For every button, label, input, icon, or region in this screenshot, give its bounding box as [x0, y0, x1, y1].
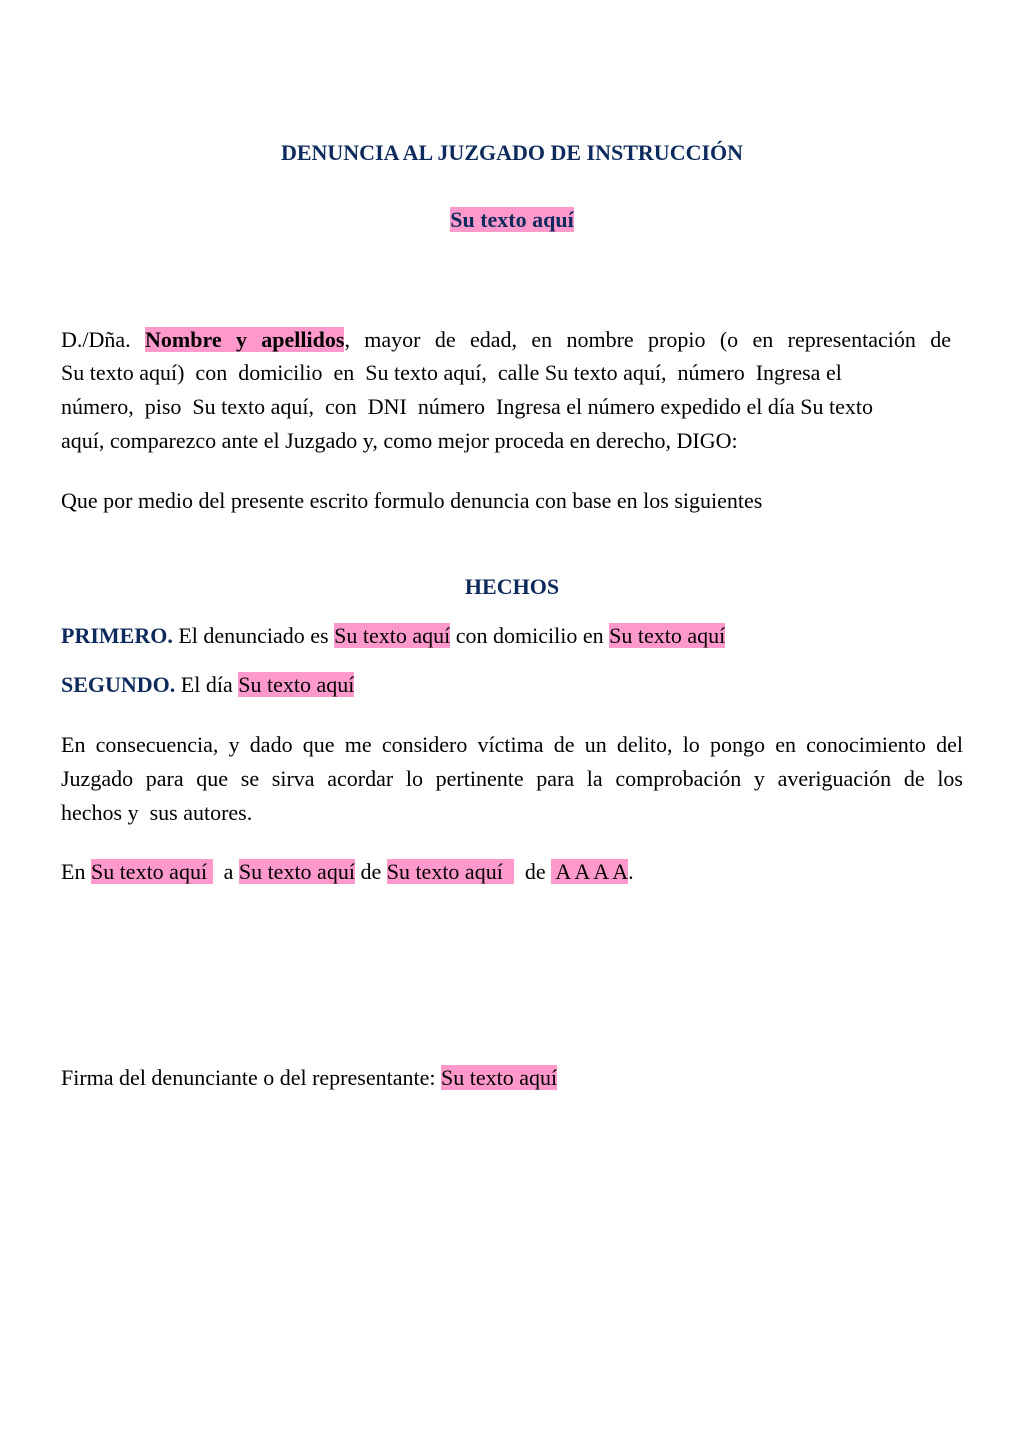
intro-prefix: D./Dña. — [61, 327, 146, 352]
intro-rest: , mayor de edad, en nombre propio (o en representación de — [344, 327, 951, 352]
day-field[interactable]: Su texto aquí — [238, 859, 355, 884]
conclusion-line-2: Juzgado para que se sirva acordar lo pertinente para la comprobación y averiguación de los — [61, 766, 963, 791]
statement: Que por medio del presente escrito formulo denuncia con base en los siguientes — [61, 488, 763, 513]
dia-field[interactable]: Su texto aquí — [238, 672, 355, 697]
primero-text: El denunciado es — [172, 623, 335, 648]
hecho-primero — [61, 623, 725, 649]
primero-text-2: con domicilio en — [450, 623, 610, 648]
intro-line-1 — [61, 327, 951, 353]
signature-line — [61, 1065, 557, 1091]
hecho-segundo — [61, 672, 354, 698]
hechos-heading: HECHOS — [464, 574, 560, 599]
signature-label: Firma del denunciante o del representante: — [61, 1065, 441, 1090]
period: . — [628, 859, 634, 884]
signature-field[interactable]: Su texto aquí — [440, 1065, 558, 1090]
document-title: DENUNCIA AL JUZGADO DE INSTRUCCIÓN — [280, 140, 744, 165]
intro-line-3: número, piso Su texto aquí, con DNI número Ingresa el número expedido el día Su texto — [61, 394, 873, 419]
primero-label: PRIMERO. — [61, 623, 173, 648]
subtitle-line — [0, 207, 1024, 233]
segundo-label: SEGUNDO. — [61, 672, 176, 697]
conclusion-line-1: En consecuencia, y dado que me considero víctima de un delito, lo pongo en conocimiento del — [61, 732, 963, 757]
month-field[interactable]: Su texto aquí — [386, 859, 514, 884]
place-field[interactable]: Su texto aquí — [90, 859, 213, 884]
segundo-text: El día — [175, 672, 239, 697]
subtitle-field[interactable]: Su texto aquí — [450, 207, 574, 232]
intro-line-4: aquí, comparezco ante el Juzgado y, como mejor proceda en derecho, DIGO: — [61, 428, 738, 453]
date-text-3: de — [513, 859, 552, 884]
year-field[interactable]: A A A A — [551, 859, 629, 884]
denunciado-field[interactable]: Su texto aquí — [334, 623, 451, 648]
place-text: En — [61, 859, 91, 884]
name-field[interactable]: Nombre y apellidos — [145, 327, 345, 352]
place-date-line — [61, 859, 634, 885]
date-text-2: de — [354, 859, 387, 884]
date-text: a — [212, 859, 239, 884]
intro-line-2: Su texto aquí) con domicilio en Su texto aquí, calle Su texto aquí, número Ingresa el — [61, 360, 842, 385]
domicilio-field[interactable]: Su texto aquí — [609, 623, 726, 648]
conclusion-line-3: hechos y sus autores. — [61, 800, 253, 825]
